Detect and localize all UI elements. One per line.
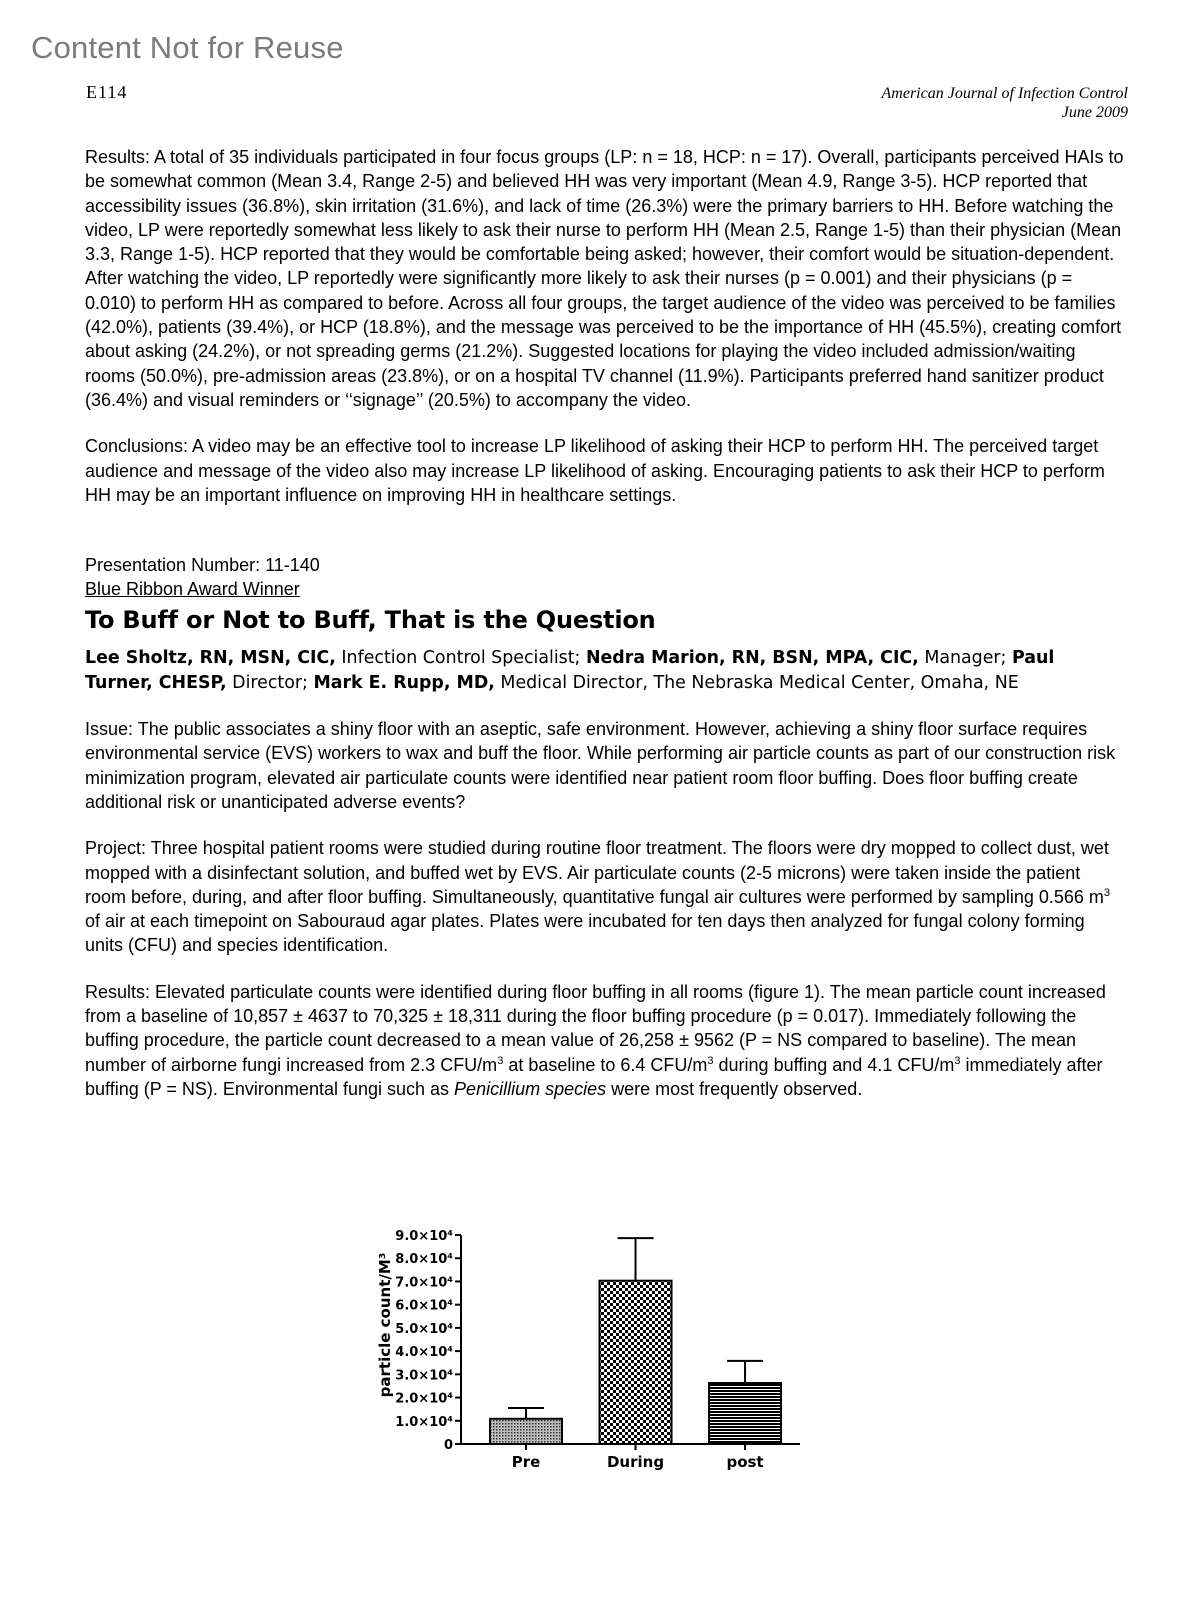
watermark: Content Not for Reuse: [31, 30, 344, 65]
superscript: 3: [497, 1054, 504, 1067]
y-tick-label: 5.0×10⁴: [395, 1321, 453, 1337]
y-tick-label: 4.0×10⁴: [395, 1345, 453, 1361]
article-body: [85, 145, 1125, 1101]
x-tick-label: post: [726, 1453, 764, 1471]
results-text: were most frequently observed.: [606, 1078, 863, 1099]
results-text: at baseline to 6.4 CFU/m: [503, 1054, 708, 1075]
y-axis-label: particle count/M³: [376, 1252, 394, 1398]
project-paragraph: [85, 836, 1125, 957]
presentation-number: Presentation Number: 11-140: [85, 555, 320, 576]
issue-paragraph: Issue: The public associates a shiny floor with an aseptic, safe environment. However, achieving a shiny floor surface requires environmental service (EVS) workers to wax and buff the floor. While performing air particle counts as part of our construction risk minimization program, elevated air particulate counts were identified near patient room floor buffing. Does floor buffing create additional risk or unanticipated adverse events?: [85, 719, 1116, 812]
superscript: 3: [1103, 886, 1111, 899]
author-role: Infection Control Specialist;: [335, 648, 586, 669]
y-tick-label: 0: [443, 1438, 453, 1453]
journal-header: [882, 84, 1128, 122]
author-name: Mark E. Rupp, MD,: [313, 672, 495, 693]
author-role: Manager;: [918, 648, 1012, 669]
prev-conclusions-paragraph: Conclusions: A video may be an effective tool to increase LP likelihood of asking their HCP to perform HH. The perceived target audience and message of the video also may increase LP likelihood of asking. Encouraging patients to ask their HCP to perform HH may be an important influence on improving HH in healthcare settings.: [85, 436, 1105, 505]
journal-date: June 2009: [1061, 104, 1128, 121]
y-tick-label: 8.0×10⁴: [395, 1252, 453, 1268]
x-axis: [461, 1444, 800, 1471]
results-text: Results: Elevated particulate counts were identified during floor buffing in all rooms (figure 1). The mean particle count increased from a baseline of 10,857 ± 4637 to 70,325 ± 18,311 during the floor buffing procedure (p = 0.017). Immediately following the buffing procedure, the particle count decreased to a mean value of 26,258 ± 9562 (P = NS compared to baseline). The mean number of airborne fungi increased from 2.3 CFU/m: [85, 981, 1106, 1075]
author-list: [85, 646, 1125, 695]
superscript: 3: [954, 1054, 961, 1067]
y-tick-label: 6.0×10⁴: [395, 1298, 453, 1314]
superscript: 3: [707, 1054, 714, 1067]
x-tick-label: Pre: [511, 1453, 541, 1471]
prev-results-paragraph: Results: A total of 35 individuals participated in four focus groups (LP: n = 18, HCP: n = 17). Overall, participants perceived HAIs to be somewhat common (Mean 3.4, Range 2-5) and believed HH was very important (Mean 4.9, Range 3-5). HCP reported that accessibility issues (36.8%), skin irritation (31.6%), and lack of time (26.3%) were the primary barriers to HH. Before watching the video, LP were reportedly somewhat less likely to ask their nurse to perform HH (Mean 2.5, Range 1-5) than their physician (Mean 3.3, Range 1-5). HCP reported that they would be comfortable being asked; however, their comfort would be situation-dependent. After watching the video, LP reportedly were significantly more likely to ask their nurses (p = 0.001) and their physicians (p = 0.010) to perform HH as compared to before. Across all four groups, the target audience of the video was perceived to be families (42.0%), patients (39.4%), or HCP (18.8%), and the message was perceived to be the importance of HH (45.5%), creating comfort about asking (24.2%), or not spreading germs (21.2%). Suggested locations for playing the video included admission/waiting rooms (50.0%), pre-admission areas (23.8%), or on a hospital TV channel (11.9%). Participants preferred hand sanitizer product (36.4%) and visual reminders or ‘‘signage’’ (20.5%) to accompany the video.: [85, 147, 1124, 410]
figure-1: [370, 1225, 830, 1500]
particle-count-chart: [370, 1225, 830, 1495]
journal-name: American Journal of Infection Control: [881, 85, 1128, 102]
author-name: Lee Sholtz, RN, MSN, CIC,: [85, 648, 336, 669]
bar-during: [600, 1281, 672, 1444]
project-text: of air at each timepoint on Sabouraud agar plates. Plates were incubated for ten days then analyzed for fungal colony forming units (CFU) and species identification.: [85, 911, 1085, 956]
author-name: Nedra Marion, RN, BSN, MPA, CIC,: [585, 648, 919, 669]
author-name: Paul Turner, CHESP,: [85, 648, 1055, 693]
bar-pre: [490, 1419, 562, 1444]
y-tick-label: 9.0×10⁴: [395, 1229, 453, 1244]
abstract-title: To Buff or Not to Buff, That is the Question: [85, 605, 656, 634]
bar-post: [709, 1383, 781, 1444]
species-name: Penicillium species: [454, 1078, 607, 1099]
x-tick-label: During: [606, 1453, 665, 1471]
y-axis: [395, 1229, 461, 1453]
results-text: during buffing and 4.1 CFU/m: [713, 1054, 955, 1075]
page-number: E114: [86, 82, 128, 102]
award-label: Blue Ribbon Award Winner: [85, 579, 300, 600]
y-tick-label: 1.0×10⁴: [395, 1414, 453, 1430]
y-tick-label: 7.0×10⁴: [395, 1275, 453, 1291]
results-paragraph: [85, 980, 1125, 1101]
project-text: Project: Three hospital patient rooms were studied during routine floor treatment. The floors were dry mopped to collect dust, wet mopped with a disinfectant solution, and buffed wet by EVS. Air particulate counts (2-5 microns) were taken inside the patient room before, during, and after floor buffing. Simultaneously, quantitative fungal air cultures were performed by sampling 0.566 m: [85, 838, 1109, 907]
results-text: immediately after buffing (P = NS). Environmental fungi such as: [85, 1054, 1103, 1099]
y-tick-label: 2.0×10⁴: [395, 1391, 453, 1407]
bars: [490, 1238, 781, 1444]
y-tick-label: 3.0×10⁴: [395, 1368, 453, 1384]
author-role: Medical Director, The Nebraska Medical Center, Omaha, NE: [494, 672, 1019, 693]
author-role: Director;: [226, 672, 314, 693]
